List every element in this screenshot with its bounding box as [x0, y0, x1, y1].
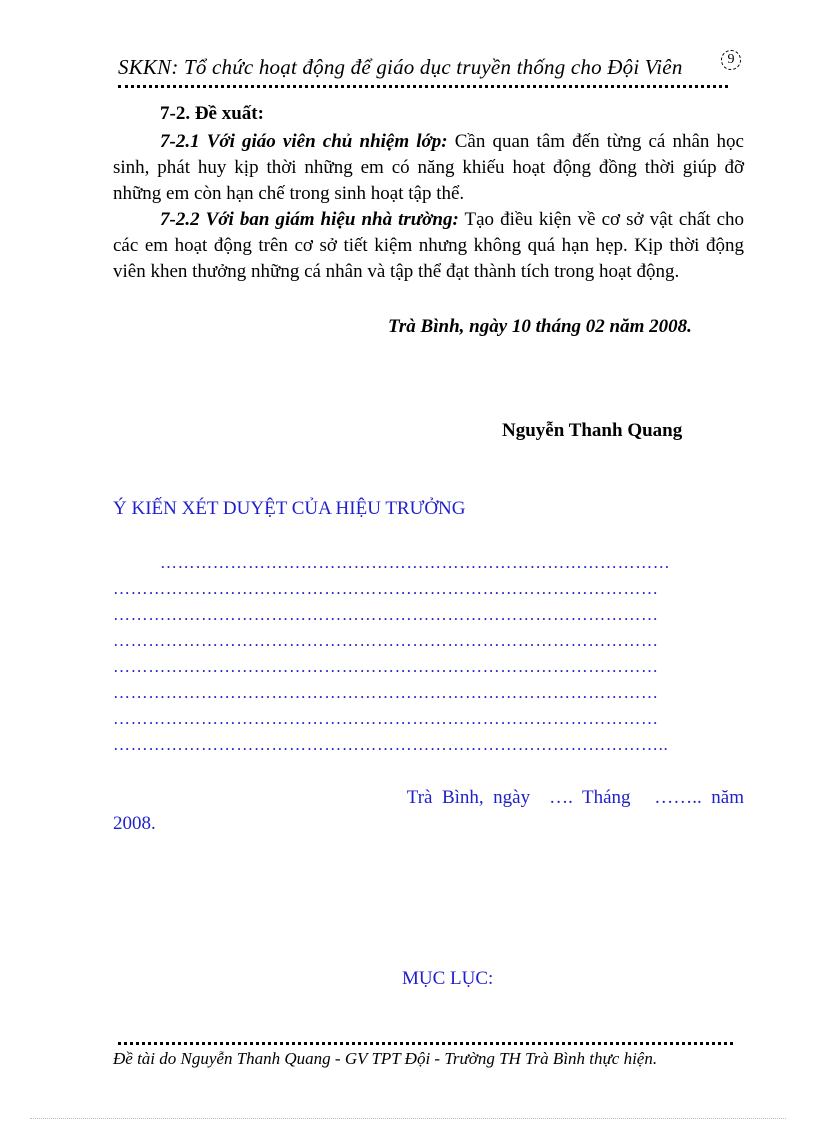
proposal-item-1-text: Cần quan tâm đến từng cá nhân học sinh, phát huy kịp thời những em có năng khiếu hoạt động đồng thời giúp đỡ những em còn hạn chế trong sinh hoạt tập thể.	[113, 131, 744, 204]
signature-author: Nguyễn Thanh Quang	[502, 420, 683, 441]
proposal-item-2	[113, 207, 744, 285]
review-line: …………………………………………………………………………………	[113, 605, 659, 624]
page-number: 9	[721, 50, 741, 70]
review-date-year: 2008.	[113, 813, 156, 834]
proposal-item-1-label: 7-2.1 Với giáo viên chủ nhiệm lớp:	[160, 131, 448, 152]
proposal-item-1	[113, 129, 744, 207]
review-line: …………………………………………………………………………………	[113, 657, 659, 676]
proposal-item-2-text: Tạo điều kiện về cơ sở vật chất cho các em hoạt động trên cơ sở tiết kiệm nhưng không quá hạn hẹp. Kịp thời động viên khen thưởng những cá nhân và tập thể đạt thành tích trong hoạt động.	[113, 209, 744, 282]
page-bottom-border	[30, 1118, 786, 1119]
review-line: …………………………………………………………………………………	[113, 709, 659, 728]
running-header	[118, 55, 728, 80]
footer-divider	[118, 1042, 733, 1045]
review-line: …………………………………………………………………………………	[113, 683, 659, 702]
toc-heading: MỤC LỤC:	[402, 968, 494, 989]
review-line: …………………………………………………………………………………	[113, 579, 659, 598]
header-divider	[118, 85, 728, 88]
review-heading: Ý KIẾN XÉT DUYỆT CỦA HIỆU TRƯỞNG	[113, 498, 466, 519]
header-title: SKKN: Tổ chức hoạt động để giáo dục truyền thống cho Đội Viên	[118, 55, 683, 79]
review-line: ……………………………………………………………………………	[160, 553, 671, 572]
section-heading: 7-2. Đề xuất:	[160, 103, 264, 124]
proposal-item-2-label: 7-2.2 Với ban giám hiệu nhà trường:	[160, 209, 459, 230]
review-date-line: Trà Bình, ngày …. Tháng …….. năm	[406, 787, 744, 808]
review-line: …………………………………………………………………………………..	[113, 735, 669, 754]
signature-date: Trà Bình, ngày 10 tháng 02 năm 2008.	[388, 316, 692, 337]
review-line: …………………………………………………………………………………	[113, 631, 659, 650]
footer-text: Đề tài do Nguyễn Thanh Quang - GV TPT Đội - Trường TH Trà Bình thực hiện.	[113, 1049, 658, 1068]
